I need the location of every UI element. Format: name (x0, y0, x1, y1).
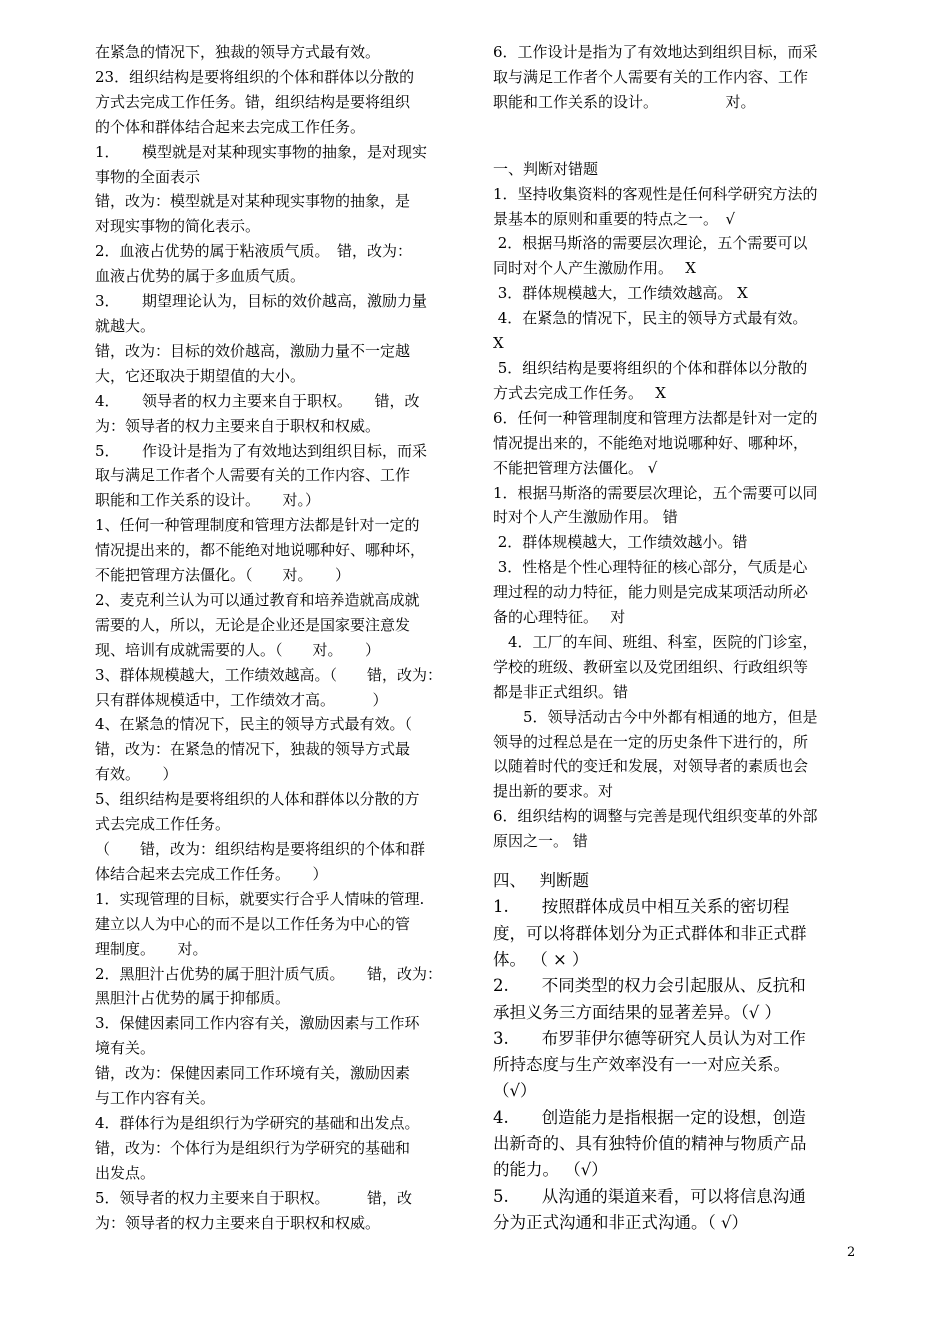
text-line: 与工作内容有关。 (95, 1089, 216, 1108)
judgment-section-four (493, 868, 861, 1236)
text-line: 一、判断对错题 (493, 159, 599, 178)
judgment-section-one (493, 157, 861, 854)
right-column (493, 40, 861, 1236)
text-line: 在紧急的情况下，独裁的领导方式最有效。 (95, 43, 381, 61)
text-line: 为：领导者的权力主要来自于职权和权威。 (95, 1213, 381, 1232)
text-line: 不能把管理方法僵化。 √ (493, 458, 658, 477)
text-line: 4．在紧急的情况下，民主的领导方式最有效。 (493, 309, 808, 328)
text-line: 错，改为：目标的效价越高，激励力量不一定越 (95, 341, 411, 360)
text-line: 体结合起来去完成工作任务。 ） (95, 864, 328, 883)
text-line: 3．群体规模越大，工作绩效越高。 X (493, 284, 748, 303)
text-line: 的能力。 （√） (493, 1160, 608, 1180)
text-line: 2．血液占优势的属于粘液质气质。 错，改为： (95, 242, 413, 261)
text-line: 6．工作设计是指为了有效地达到组织目标，而采 (493, 43, 818, 61)
text-line: 大，它还取决于期望值的大小。 (95, 366, 306, 385)
text-line: 度，可以将群体划分为正式群体和非正式群 (493, 923, 807, 943)
text-line: 同时对个人产生激励作用。 X (493, 259, 696, 278)
text-line: 式去完成工作任务。 (95, 815, 231, 834)
text-line: 学校的班级、教研室以及党团组织、行政组织等 (493, 657, 809, 676)
text-line: 体。 （ × ） (493, 949, 589, 969)
text-line: 以随着时代的变迁和发展，对领导者的素质也会 (493, 757, 809, 776)
text-line: 分为正式沟通和非正式沟通。（ √） (493, 1212, 749, 1232)
text-line: 都是非正式组织。错 (493, 682, 629, 701)
right-top-section (493, 40, 861, 115)
text-line: X (493, 334, 504, 353)
section-gap (493, 115, 861, 143)
text-line: 6．组织结构的调整与完善是现代组织变革的外部 (493, 807, 818, 826)
text-line: 现、培训有成就需要的人。（ 对。 ） (95, 640, 381, 659)
text-line: 情况提出来的，都不能绝对地说哪种好、哪种坏， (95, 541, 426, 560)
section-gap (493, 143, 861, 157)
text-line: 5、组织结构是要将组织的人体和群体以分散的方 (95, 790, 420, 809)
text-line: 6．任何一种管理制度和管理方法都是针对一定的 (493, 408, 818, 427)
text-line: 职能和工作关系的设计。 对。） (95, 491, 321, 510)
text-line: 5．领导者的权力主要来自于职权。 错，改 (95, 1188, 413, 1207)
text-line: 提出新的要求。对 (493, 782, 614, 801)
text-line: 出新奇的、具有独特价值的精神与物质产品 (493, 1134, 807, 1154)
text-line: 2. 不同类型的权力会引起服从、反抗和 (493, 976, 806, 996)
text-line: 不能把管理方法僵化。（ 对。 ） (95, 566, 351, 585)
text-line: 理制度。 对。 (95, 939, 208, 958)
text-line: 建立以人为中心的而不是以工作任务为中心的管 (95, 914, 411, 933)
text-line: （√） (493, 1081, 537, 1101)
text-line: 5．组织结构是要将组织的个体和群体以分散的 (493, 358, 808, 377)
text-line: 4． 领导者的权力主要来自于职权。 错，改 (95, 391, 420, 410)
text-line: 的个体和群体结合起来去完成工作任务。 (95, 117, 366, 136)
text-line: 原因之一。 错 (493, 832, 588, 851)
text-line: 景基本的原则和重要的特点之一。 √ (493, 209, 736, 228)
text-line: 只有群体规模适中，工作绩效才高。 ） (95, 690, 388, 709)
text-line: 2．黑胆汁占优势的属于胆汁质气质。 错，改为： (95, 964, 443, 983)
text-line: 4．群体行为是组织行为学研究的基础和出发点。 (95, 1113, 420, 1132)
text-line: 错，改为：保健因素同工作环境有关，激励因素 (95, 1064, 411, 1083)
text-line: （ 错，改为：组织结构是要将组织的个体和群 (95, 840, 426, 858)
text-line: 取与满足工作者个人需要有关的工作内容、工作 (95, 466, 411, 485)
text-line: 为：领导者的权力主要来自于职权和权威。 (95, 416, 381, 435)
text-line: 领导的过程总是在一定的历史条件下进行的，所 (493, 732, 809, 751)
text-line: 方式去完成工作任务。错，组织结构是要将组织 (95, 92, 411, 111)
left-column (95, 40, 467, 1236)
text-line: 1． 模型就是对某种现实事物的抽象，是对现实 (95, 142, 428, 161)
text-line: 境有关。 (95, 1039, 156, 1058)
text-line: 备的心理特征。 对 (493, 608, 626, 627)
text-line: 理过程的动力特征，能力则是完成某项活动所必 (493, 583, 809, 602)
text-line: 3、群体规模越大，工作绩效越高。（ 错，改为： (95, 665, 443, 684)
text-line: 情况提出来的，不能绝对地说哪种好、哪种坏， (493, 433, 809, 452)
text-line: 5． 作设计是指为了有效地达到组织目标，而采 (95, 441, 428, 460)
text-line: 1. 按照群体成员中相互关系的密切程 (493, 897, 790, 917)
text-line: 3．保健因素同工作内容有关，激励因素与工作环 (95, 1014, 420, 1033)
text-line: 2．根据马斯洛的需要层次理论，五个需要可以 (493, 234, 808, 253)
text-line: 四、 判断题 (493, 871, 589, 891)
text-line: 错，改为：个体行为是组织行为学研究的基础和 (95, 1138, 411, 1157)
text-line: 所持态度与生产效率没有一一对应关系。 (493, 1055, 790, 1075)
page-number: 2 (847, 1245, 856, 1260)
text-line: 3．性格是个性心理特征的核心部分，气质是心 (493, 558, 808, 577)
text-line: 1、任何一种管理制度和管理方法都是针对一定的 (95, 516, 420, 535)
text-line: 3. 布罗菲伊尔德等研究人员认为对工作 (493, 1028, 806, 1048)
text-line: 23．组织结构是要将组织的个体和群体以分散的 (95, 67, 415, 86)
text-line: 5. 从沟通的渠道来看，可以将信息沟通 (493, 1186, 806, 1206)
text-line: 4．工厂的车间、班组、科室，医院的门诊室， (493, 632, 818, 651)
text-line: 有效。 ） (95, 765, 178, 784)
text-line: 黑胆汁占优势的属于抑郁质。 (95, 989, 291, 1008)
text-line: 出发点。 (95, 1163, 156, 1182)
text-line: 5．领导活动古今中外都有相通的地方，但是 (493, 707, 818, 726)
text-line: 承担义务三方面结果的显著差异。（√ ） (493, 1002, 782, 1022)
text-line: 对现实事物的简化表示。 (95, 217, 261, 236)
text-line: 方式去完成工作任务。 X (493, 383, 666, 402)
text-line: 血液占优势的属于多血质气质。 (95, 267, 306, 286)
text-line: 取与满足工作者个人需要有关的工作内容、工作 (493, 67, 809, 86)
text-line: 需要的人，所以，无论是企业还是国家要注意发 (95, 615, 411, 634)
text-line: 就越大。 (95, 316, 156, 335)
text-line: 1．根据马斯洛的需要层次理论，五个需要可以同 (493, 483, 818, 502)
text-line: 4. 创造能力是指根据一定的设想，创造 (493, 1107, 806, 1127)
text-line: 1．实现管理的目标，就要实行合乎人情味的管理. (95, 889, 425, 908)
text-line: 错，改为：在紧急的情况下，独裁的领导方式最 (95, 740, 411, 759)
text-line: 时对个人产生激励作用。 错 (493, 508, 678, 527)
text-line: 2．群体规模越大，工作绩效越小。错 (493, 533, 748, 552)
text-line: 错，改为：模型就是对某种现实事物的抽象，是 (95, 192, 411, 211)
text-line: 职能和工作关系的设计。 对。 (493, 92, 756, 111)
text-line: 事物的全面表示 (95, 167, 201, 186)
text-line: 3． 期望理论认为，目标的效价越高，激励力量 (95, 292, 428, 311)
text-line: 4、在紧急的情况下，民主的领导方式最有效。（ (95, 715, 413, 734)
section-gap (493, 854, 861, 868)
text-line: 1．坚持收集资料的客观性是任何科学研究方法的 (493, 184, 818, 203)
text-line: 2、麦克利兰认为可以通过教育和培养造就高成就 (95, 590, 420, 609)
